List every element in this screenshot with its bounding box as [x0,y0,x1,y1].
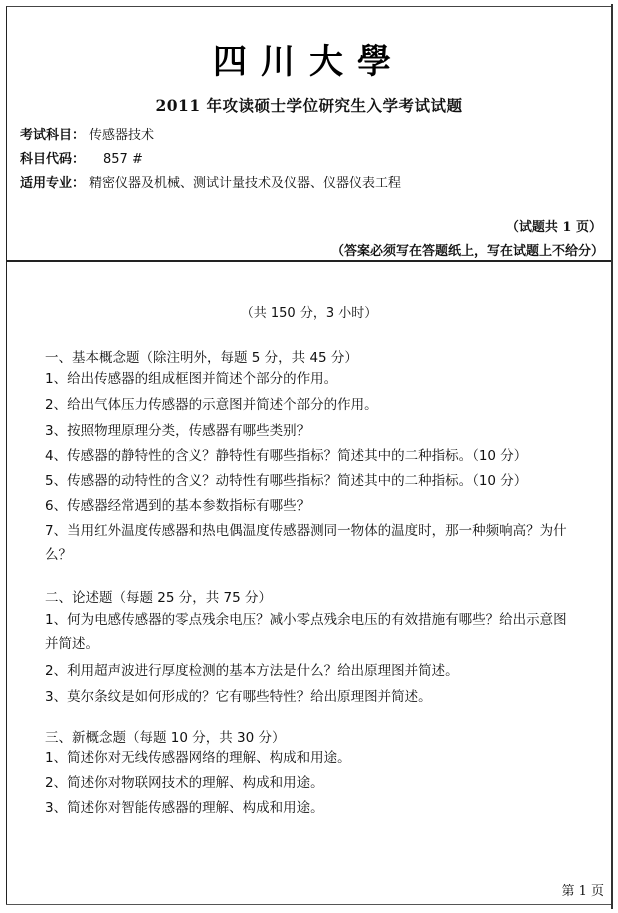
code-row [20,148,143,167]
page-number: 第 1 页 [561,884,604,899]
question-item: 7、当用红外温度传感器和热电偶温度传感器测同一物体的温度时，那一种频响高？为什么？ [45,523,567,563]
majors-label: 适用专业： [20,176,86,191]
section-heading: 一、基本概念题（除注明外，每题 5 分，共 45 分） [45,350,358,366]
answer-note: （答案必须写在答题纸上，写在试题上不给分） [330,244,604,259]
majors-value: 精密仪器及机械、测试计量技术及仪器、仪器仪表工程 [89,176,402,191]
question-item: 1、简述你对无线传感器网络的理解、构成和用途。 [45,750,351,766]
section-heading: 二、论述题（每题 25 分，共 75 分） [45,590,273,606]
question-item: 1、何为电感传感器的零点残余电压？减小零点残余电压的有效措施有哪些？给出示意图并简述。 [45,612,567,652]
code-label: 科目代码： [20,152,86,167]
question-item: 2、利用超声波进行厚度检测的基本方法是什么？给出原理图并简述。 [45,663,459,679]
section-heading: 三、新概念题（每题 10 分，共 30 分） [45,730,286,746]
question-item: 3、按照物理原理分类，传感器有哪些类别？ [45,423,311,439]
question-item: 2、简述你对物联网技术的理解、构成和用途。 [45,775,324,791]
question-item: 4、传感器的静特性的含义？静特性有哪些指标？简述其中的二种指标。（10 分） [45,448,528,464]
pages-note: （试题共 1 页） [505,220,602,235]
subject-value: 传感器技术 [89,128,155,143]
score-note: （共 150 分，3 小时） [240,306,378,321]
code-value: 857 # [103,152,143,167]
page-edge [611,4,613,909]
bottom-divider [6,904,611,905]
subject-label: 考试科目： [20,128,86,143]
question-item: 6、传感器经常遇到的基本参数指标有哪些？ [45,498,311,514]
university-logo: 四川大學 [213,42,405,82]
majors-row [20,172,401,191]
subject-row [20,124,154,143]
question-item: 1、给出传感器的组成框图并简述个部分的作用。 [45,371,338,387]
question-item: 5、传感器的动特性的含义？动特性有哪些指标？简述其中的二种指标。（10 分） [45,473,528,489]
question-item: 3、简述你对智能传感器的理解、构成和用途。 [45,800,324,816]
exam-title: 2011 年攻读硕士学位研究生入学考试试题 [155,96,463,115]
question-item: 2、给出气体压力传感器的示意图并简述个部分的作用。 [45,397,378,413]
question-item: 3、莫尔条纹是如何形成的？它有哪些特性？给出原理图并简述。 [45,689,432,705]
header-divider [6,260,611,262]
